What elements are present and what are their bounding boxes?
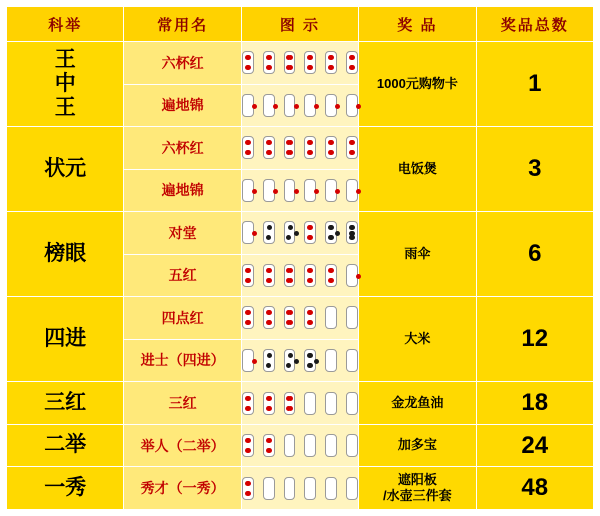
prize-cell (359, 212, 476, 297)
die-face-4-red (242, 306, 254, 329)
die-face-4-red (242, 434, 254, 457)
die-face-2-black (263, 221, 275, 244)
die-face-4-red (284, 264, 296, 287)
die-face-4-red (304, 264, 316, 287)
column-header-prize: 奖 品 (359, 7, 476, 42)
table-row (7, 297, 594, 340)
prize-count-cell (476, 424, 593, 467)
die-face-1-red (242, 179, 254, 202)
die-face-4-red (263, 136, 275, 159)
die-face-3-black (284, 349, 296, 372)
prize-label: 雨伞 (404, 246, 431, 262)
die-face-4-red (242, 264, 254, 287)
dice-row (242, 85, 358, 127)
die-face-4-red (242, 51, 254, 74)
combo-name-cell (124, 169, 241, 212)
dice-illustration-cell (241, 84, 358, 127)
prize-cell (359, 297, 476, 382)
die-face-4-red (284, 136, 296, 159)
table-head (7, 7, 594, 42)
combo-name-label: 遍地锦 (161, 182, 204, 199)
dice-row (242, 297, 358, 339)
prize-count-cell (476, 382, 593, 425)
prize-cell (359, 424, 476, 467)
die-face-5-black (325, 221, 337, 244)
dice-row (242, 382, 358, 424)
dice-row (242, 467, 358, 509)
die-face-1-red (346, 264, 358, 287)
die-face-4-red (284, 392, 296, 415)
die-face-2-black (263, 349, 275, 372)
prize-count-label: 1 (528, 70, 542, 98)
die-face-1-red (325, 94, 337, 117)
prize-count-label: 24 (521, 431, 549, 459)
die-face-1-red (346, 179, 358, 202)
prize-count-cell (476, 467, 593, 510)
combo-name-cell (124, 339, 241, 382)
combo-name-cell (124, 382, 241, 425)
prize-count-label: 6 (528, 240, 542, 268)
die-blank (346, 392, 358, 415)
die-face-3-black (284, 221, 296, 244)
rank-cell (7, 424, 124, 467)
combo-name-label: 遍地锦 (161, 97, 204, 114)
rank-label: 一秀 (44, 476, 87, 500)
combo-name-label: 秀才（一秀） (140, 480, 225, 497)
dice-illustration-cell (241, 169, 358, 212)
dice-illustration-cell (241, 467, 358, 510)
prize-cell (359, 467, 476, 510)
rank-label: 状元 (44, 157, 87, 181)
dice-illustration-cell (241, 42, 358, 85)
die-blank (304, 434, 316, 457)
combo-name-cell (124, 84, 241, 127)
column-header-prize-count: 奖品总数 (476, 7, 593, 42)
prize-label: 遮阳板 /水壶三件套 (383, 471, 452, 504)
die-face-1-red (242, 349, 254, 372)
prize-label: 金龙鱼油 (391, 394, 444, 410)
dice-row (242, 255, 358, 297)
die-face-1-red (263, 94, 275, 117)
die-face-5-black (304, 349, 316, 372)
table-row (7, 127, 594, 170)
dice-illustration-cell (241, 212, 358, 255)
die-blank (325, 306, 337, 329)
prize-cell (359, 127, 476, 212)
dice-illustration-cell (241, 424, 358, 467)
combo-name-label: 六杯红 (161, 54, 204, 71)
die-blank (346, 434, 358, 457)
table-row (7, 467, 594, 510)
combo-name-cell (124, 212, 241, 255)
die-face-4-red (263, 306, 275, 329)
rank-label: 二举 (44, 433, 87, 457)
prize-label: 加多宝 (397, 437, 437, 453)
dice-illustration-cell (241, 382, 358, 425)
table-header-row (7, 7, 594, 42)
prize-label: 电饭煲 (397, 160, 437, 176)
prize-count-label: 18 (521, 389, 549, 417)
prize-count-label: 12 (521, 325, 549, 353)
die-face-4-red (346, 51, 358, 74)
die-face-4-red (263, 392, 275, 415)
die-face-1-red (242, 94, 254, 117)
dice-illustration-cell (241, 297, 358, 340)
die-face-4-red (304, 306, 316, 329)
prize-table (6, 6, 594, 510)
die-blank (346, 349, 358, 372)
die-face-4-red (263, 264, 275, 287)
die-face-4-red (304, 221, 316, 244)
combo-name-label: 举人（二举） (140, 437, 225, 454)
die-face-4-red (242, 392, 254, 415)
combo-name-cell (124, 424, 241, 467)
prize-count-cell (476, 297, 593, 382)
rank-cell (7, 297, 124, 382)
dice-illustration-cell (241, 254, 358, 297)
dice-row (242, 42, 358, 84)
combo-name-cell (124, 127, 241, 170)
combo-name-label: 四点红 (161, 309, 204, 326)
table-body (7, 42, 594, 510)
die-face-1-red (284, 179, 296, 202)
table-row (7, 382, 594, 425)
dice-illustration-cell (241, 127, 358, 170)
die-blank (325, 349, 337, 372)
die-face-6-black (346, 221, 358, 244)
prize-count-label: 48 (521, 474, 549, 502)
die-blank (284, 434, 296, 457)
combo-name-cell (124, 297, 241, 340)
rank-cell (7, 382, 124, 425)
dice-row (242, 340, 358, 382)
rank-label: 三红 (44, 390, 87, 414)
prize-count-cell (476, 127, 593, 212)
table-row (7, 42, 594, 85)
die-face-4-red (263, 434, 275, 457)
combo-name-label: 六杯红 (161, 139, 204, 156)
prize-cell (359, 382, 476, 425)
die-blank (304, 477, 316, 500)
die-face-4-red (284, 51, 296, 74)
prize-label: 1000元购物卡 (376, 75, 458, 91)
combo-name-label: 对堂 (168, 224, 197, 241)
rank-label: 四进 (44, 327, 87, 351)
table-row (7, 212, 594, 255)
column-header-common-name: 常用名 (124, 7, 241, 42)
table-row (7, 424, 594, 467)
die-blank (346, 306, 358, 329)
prize-count-label: 3 (528, 155, 542, 183)
prize-count-cell (476, 212, 593, 297)
die-face-1-red (325, 179, 337, 202)
combo-name-label: 三红 (168, 395, 197, 412)
die-face-1-red (284, 94, 296, 117)
die-blank (284, 477, 296, 500)
die-face-4-red (284, 306, 296, 329)
rank-cell (7, 212, 124, 297)
die-face-4-red (304, 136, 316, 159)
die-face-4-red (242, 136, 254, 159)
die-face-1-red (304, 179, 316, 202)
prize-cell (359, 42, 476, 127)
die-face-4-red (325, 51, 337, 74)
die-face-4-red (325, 136, 337, 159)
rank-cell (7, 42, 124, 127)
rank-cell (7, 467, 124, 510)
rank-label: 榜眼 (44, 242, 87, 266)
die-blank (346, 477, 358, 500)
die-blank (263, 477, 275, 500)
prize-label: 大米 (404, 331, 431, 347)
dice-row (242, 170, 358, 212)
dice-illustration-cell (241, 339, 358, 382)
rank-cell (7, 127, 124, 212)
die-blank (304, 392, 316, 415)
die-face-1-red (346, 94, 358, 117)
combo-name-label: 进士（四进） (140, 352, 225, 369)
combo-name-cell (124, 42, 241, 85)
die-face-4-red (263, 51, 275, 74)
die-face-4-red (242, 477, 254, 500)
die-face-1-red (263, 179, 275, 202)
die-face-1-red (242, 221, 254, 244)
die-face-4-red (325, 264, 337, 287)
die-blank (325, 434, 337, 457)
prize-count-cell (476, 42, 593, 127)
column-header-illustration: 图 示 (241, 7, 358, 42)
rank-label: 王 中 王 (54, 47, 76, 120)
die-blank (325, 477, 337, 500)
die-face-1-red (304, 94, 316, 117)
dice-row (242, 127, 358, 169)
combo-name-cell (124, 467, 241, 510)
combo-name-label: 五红 (168, 267, 197, 284)
die-face-4-red (346, 136, 358, 159)
die-face-4-red (304, 51, 316, 74)
combo-name-cell (124, 254, 241, 297)
dice-row (242, 212, 358, 254)
dice-row (242, 425, 358, 467)
column-header-rank: 科举 (7, 7, 124, 42)
die-blank (325, 392, 337, 415)
